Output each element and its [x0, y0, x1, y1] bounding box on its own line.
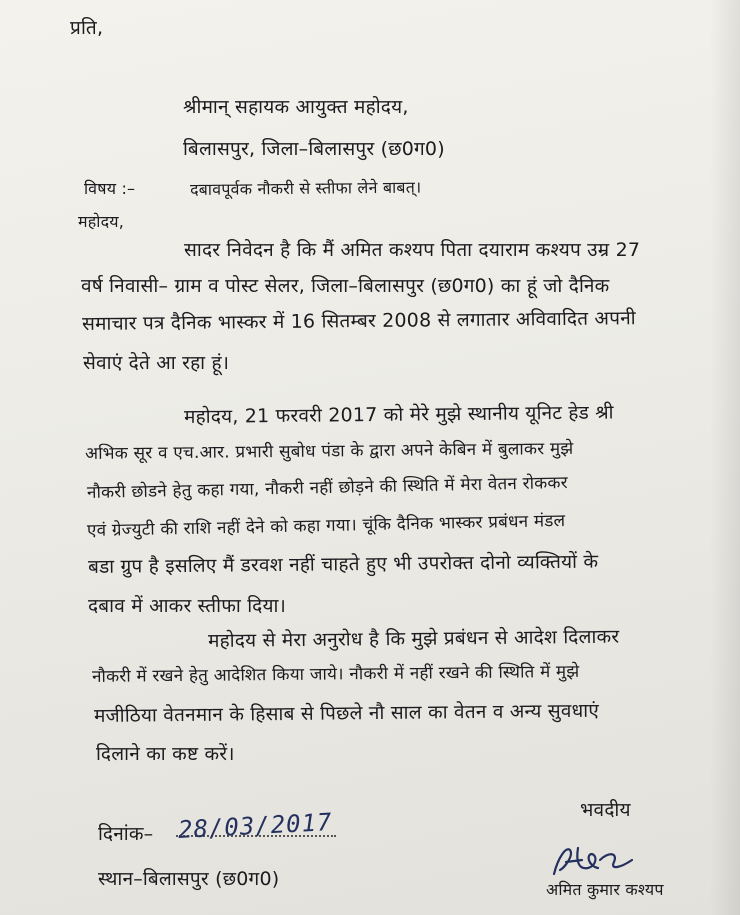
para2-line-3: नौकरी छोडने हेतु कहा गया, नौकरी नहीं छोड़ने की स्थिति में मेरा वेतन रोककर	[86, 472, 569, 503]
page-shadow	[710, 0, 740, 915]
para2-line-6: दबाव में आकर स्तीफा दिया।	[88, 595, 286, 617]
salutation: महोदय,	[78, 212, 125, 231]
addressee-line-2: बिलासपुर, जिला–बिलासपुर (छ0ग0)	[183, 138, 445, 160]
subject-label: विषय :–	[84, 179, 136, 198]
para1-line-2: वर्ष निवासी– ग्राम व पोस्ट सेलर, जिला–बिलासपुर (छ0ग0) का हूं जो दैनिक	[81, 275, 610, 297]
para3-line-1: महोदय से मेरा अनुरोध है कि मुझे प्रबंधन से आदेश दिलाकर	[207, 625, 620, 652]
para2-line-1: महोदय, 21 फरवरी 2017 को मेरे मुझे स्थानीय यूनिट हेड श्री	[183, 401, 614, 428]
para3-line-4: दिलाने का कष्ट करें।	[96, 743, 235, 765]
closing-text: भवदीय	[580, 799, 631, 821]
date-label: दिनांक–	[98, 823, 154, 845]
para2-line-5: बडा ग्रुप है इसलिए मैं डरवश नहीं चाहते हुए भी उपरोक्त दोनो व्यक्तियों के	[87, 550, 599, 578]
para2-line-4: एवं ग्रेज्युटी की राशि नहीं देने को कहा गया। चूंकि दैनिक भास्कर प्रबंधन मंडल	[86, 510, 566, 541]
para3-line-2: नौकरी में रखने हेतु आदेशित किया जाये। नौकरी में नहीं रखने की स्थिति में मुझे	[91, 661, 580, 687]
para3-line-3: मजीठिया वेतनमान के हिसाब से पिछले नौ साल का वेतन व अन्य सुवधाएं	[93, 699, 600, 727]
signer-name: अमित कुमार कश्यप	[546, 880, 664, 899]
para1-line-3: समाचार पत्र दैनिक भास्कर में 16 सितम्बर 2008 से लगातार अविवादित अपनी	[81, 307, 636, 335]
place-text: स्थान–बिलासपुर (छ0ग0)	[98, 868, 280, 890]
para1-line-4: सेवाएं देते आ रहा हूं।	[83, 352, 230, 374]
addressee-line-1: श्रीमान् सहायक आयुक्त महोदय,	[183, 96, 409, 118]
subject-text: दबावपूर्वक नौकरी से स्तीफा लेने बाबत्।	[189, 177, 422, 199]
para2-line-2: अभिक सूर व एच.आर. प्रभारी सुबोध पंडा के द्वारा अपने केबिन में बुलाकर मुझे	[84, 438, 574, 464]
to-label: प्रति,	[70, 17, 104, 39]
date-value: 28/03/2017	[177, 807, 334, 845]
para1-line-1: सादर निवेदन है कि मैं अमित कश्यप पिता दयाराम कश्यप उम्र 27	[184, 239, 641, 261]
